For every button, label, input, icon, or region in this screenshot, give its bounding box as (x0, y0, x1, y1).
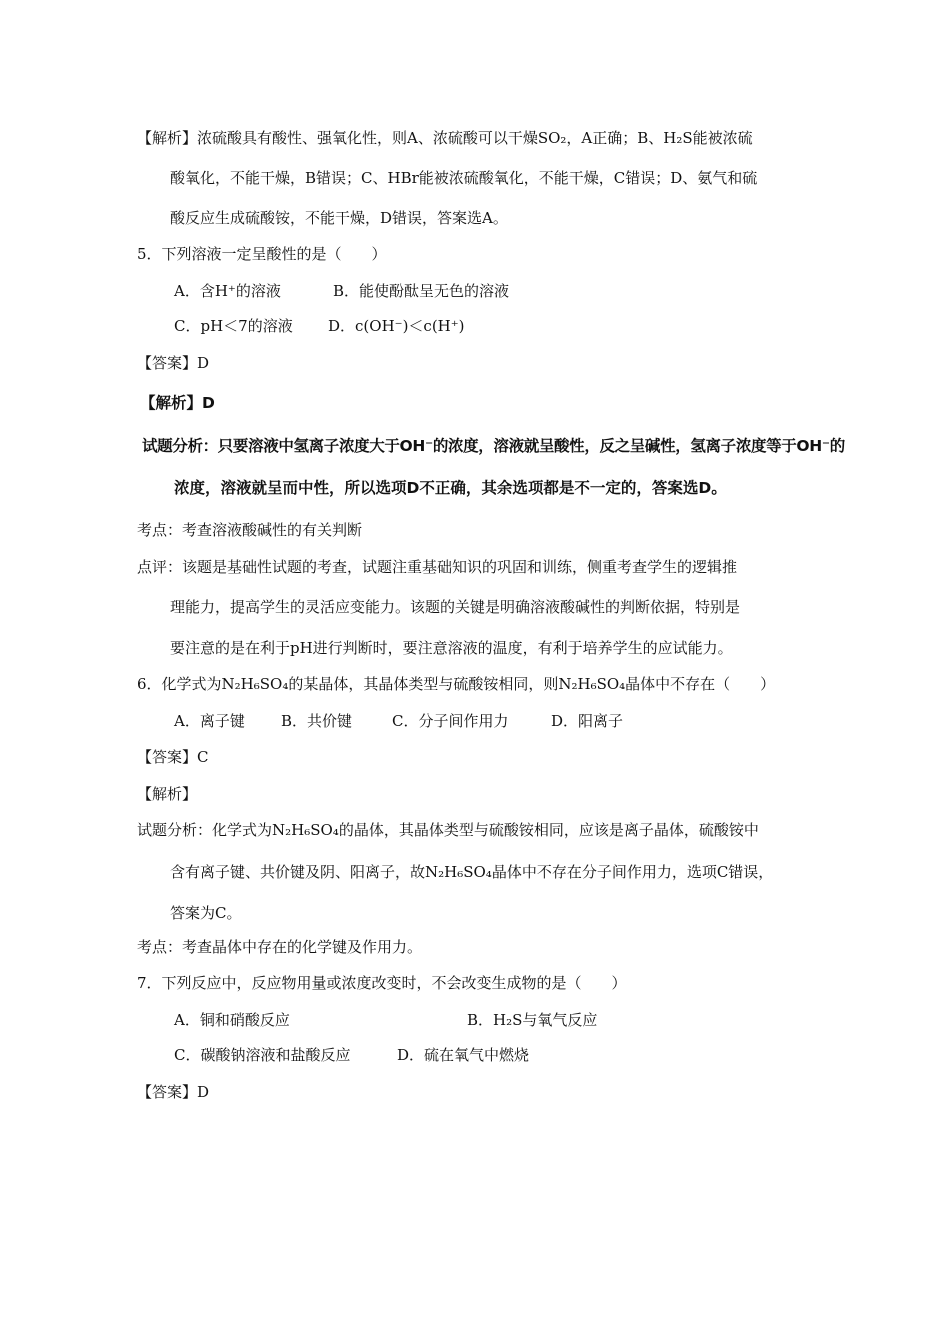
q7-stem: 7．下列反应中，反应物用量或浓度改变时，不会改变生成物的是（ ） (137, 974, 627, 992)
q6-analysis-line-3: 答案为C。 (170, 904, 242, 922)
q5-option-d: D．c(OH⁻)＜c(H⁺) (328, 317, 465, 335)
q5-dianping-line-3: 要注意的是在利于pH进行判断时，要注意溶液的温度，有利于培养学生的应试能力。 (170, 639, 733, 657)
q6-kaodian: 考点：考查晶体中存在的化学键及作用力。 (137, 938, 423, 956)
q6-stem: 6．化学式为N₂H₆SO₄的某晶体，其晶体类型与硫酸铵相同，则N₂H₆SO₄晶体中不存在（ ） (137, 675, 776, 693)
q6-analysis-line-1: 试题分析：化学式为N₂H₆SO₄的晶体，其晶体类型与硫酸铵相同，应该是离子晶体，硫酸铵中 (137, 821, 759, 839)
q5-option-a: A．含H⁺的溶液 (174, 282, 281, 300)
q5-dianping-line-1: 点评：该题是基础性试题的考查，试题注重基础知识的巩固和训练，侧重考查学生的逻辑推 (137, 558, 738, 576)
q7-answer: 【答案】D (137, 1083, 210, 1101)
q4-analysis-line-1: 【解析】浓硫酸具有酸性、强氧化性，则A、浓硫酸可以干燥SO₂，A正确；B、H₂S能被浓硫 (137, 129, 753, 147)
q7-option-d: D．硫在氧气中燃烧 (397, 1046, 530, 1064)
q5-option-c: C．pH＜7的溶液 (174, 317, 293, 335)
q4-analysis-line-3: 酸反应生成硫酸铵，不能干燥，D错误，答案选A。 (170, 209, 508, 227)
q5-analysis-line-1: 试题分析：只要溶液中氢离子浓度大于OH⁻的浓度，溶液就呈酸性，反之呈碱性，氢离子浓度等于OH⁻的 (142, 437, 845, 455)
q6-analysis-line-2: 含有离子键、共价键及阴、阳离子，故N₂H₆SO₄晶体中不存在分子间作用力，选项C错误， (170, 863, 774, 881)
q5-dianping-line-2: 理能力，提高学生的灵活应变能力。该题的关键是明确溶液酸碱性的判断依据，特别是 (170, 598, 741, 616)
q7-option-b: B．H₂S与氧气反应 (467, 1011, 598, 1029)
q6-option-a: A．离子键 (174, 712, 245, 730)
q5-analysis-heading: 【解析】D (140, 394, 215, 412)
q4-analysis-line-2: 酸氧化，不能干燥，B错误；C、HBr能被浓硫酸氧化，不能干燥，C错误；D、氨气和硫 (170, 169, 758, 187)
q6-option-d: D．阳离子 (551, 712, 624, 730)
q6-option-b: B．共价键 (281, 712, 353, 730)
q6-option-c: C．分子间作用力 (392, 712, 509, 730)
q7-option-c: C．碳酸钠溶液和盐酸反应 (174, 1046, 351, 1064)
q7-option-a: A．铜和硝酸反应 (174, 1011, 290, 1029)
q5-kaodian: 考点：考查溶液酸碱性的有关判断 (137, 521, 363, 539)
q5-stem: 5．下列溶液一定呈酸性的是（ ） (137, 245, 387, 263)
q5-analysis-line-2: 浓度，溶液就呈而中性，所以选项D不正确，其余选项都是不一定的，答案选D。 (174, 479, 727, 497)
q6-analysis-heading: 【解析】 (137, 785, 198, 803)
q5-answer: 【答案】D (137, 354, 210, 372)
q5-option-b: B．能使酚酞呈无色的溶液 (333, 282, 510, 300)
q6-answer: 【答案】C (137, 748, 209, 766)
